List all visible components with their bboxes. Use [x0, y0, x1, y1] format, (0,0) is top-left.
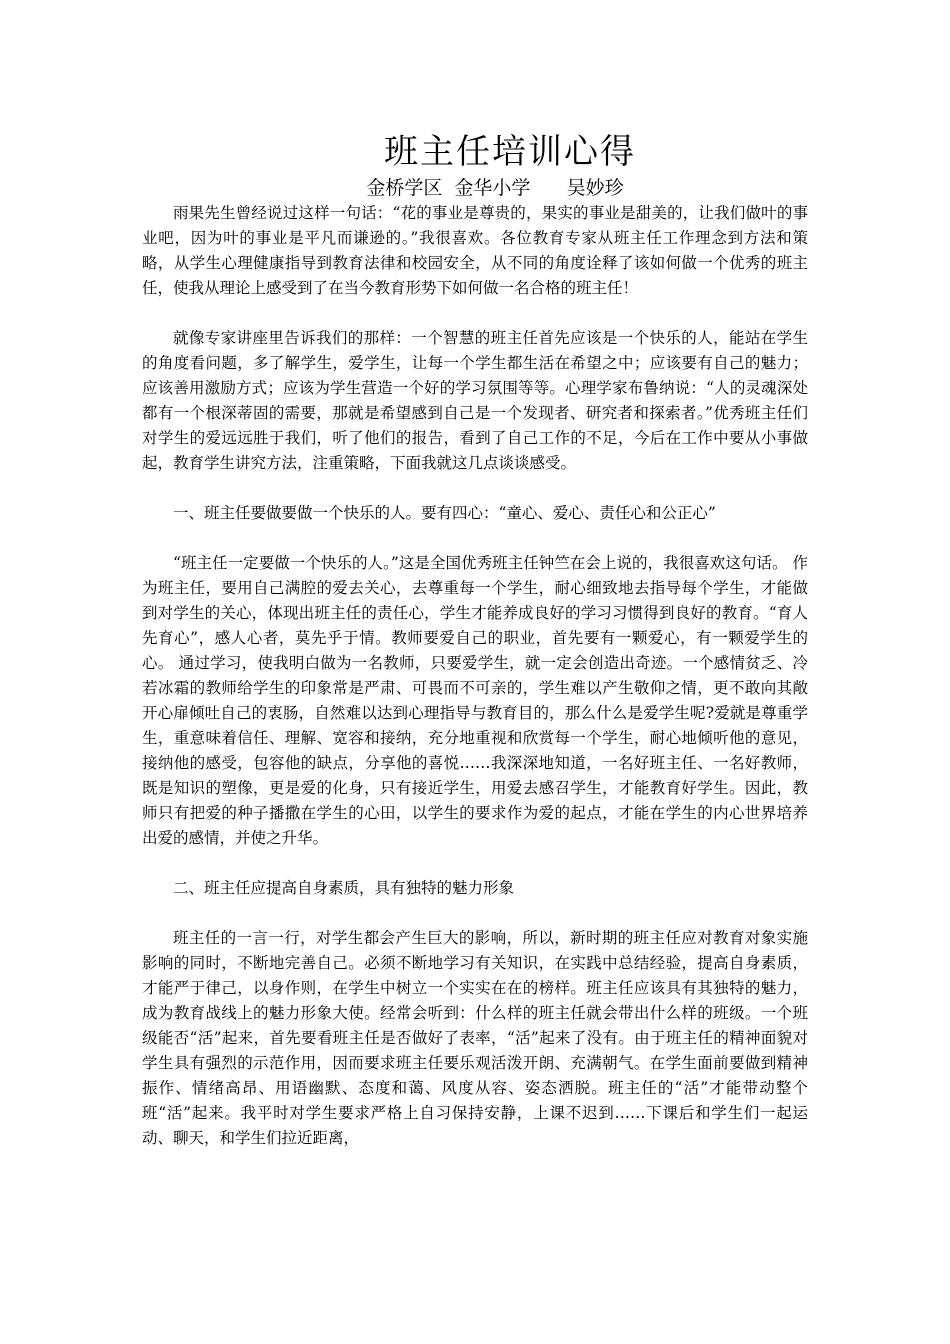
paragraph-spacer — [142, 526, 808, 551]
paragraph-section-1: “班主任一定要做一个快乐的人。”这是全国优秀班主任钟竺在会上说的，我很喜欢这句话。 作为班主任，要用自己满腔的爱去关心，去尊重每一个学生，耐心细致地去指导每个学生，才能做到对学生的关心，体现出班主任的责任心，学生才能养成良好的学习习惯得到良好的教育。“育人先育心”，感人心者，莫先乎于情。教师要爱自己的职业，首先要有一颗爱心，有一颗爱学生的心。 通过学习，使我明白做为一名教师，只要爱学生，就一定会创造出奇迹。一个感情贫乏、冷若冰霜的教师给学生的印象常是严肃、可畏而不可亲的，学生难以产生敬仰之情，更不敢向其敞开心扉倾吐自己的衷肠，自然难以达到心理指导与教育目的，那么什么是爱学生呢?爱就是尊重学生，重意味着信任、理解、宽容和接纳，充分地重视和欣赏每一个学生，耐心地倾听他的意见，接纳他的感受，包容他的缺点，分享他的喜悦……我深深地知道，一名好班主任、一名好教师，既是知识的塑像，更是爱的化身，只有接近学生，用爱去感召学生，才能教育好学生。因此，教师只有把爱的种子播撒在学生的心田，以学生的要求作为爱的起点，才能在学生的内心世界培养出爱的感情，并使之升华。 — [142, 554, 808, 847]
document-body — [142, 201, 808, 1151]
paragraph-spacer — [142, 476, 808, 501]
paragraph-intro: 雨果先生曾经说过这样一句话：“花的事业是尊贵的，果实的事业是甜美的，让我们做叶的事业吧，因为叶的事业是平凡而谦逊的。”我很喜欢。各位教育专家从班主任工作理念到方法和策略，从学生心理健康指导到教育法律和校园安全，从不同的角度诠释了该如何做一个优秀的班主任，使我从理论上感受到了在当今教育形势下如何做一名合格的班主任！ — [142, 204, 808, 297]
document-subtitle: 金桥学区 金华小学 吴妙珍 — [366, 177, 624, 199]
paragraph-spacer — [142, 851, 808, 876]
document-title: 班主任培训心得 — [384, 132, 636, 172]
section-heading-2: 二、班主任应提高自身素质，具有独特的魅力形象 — [173, 879, 515, 897]
paragraph-expert-lecture: 就像专家讲座里告诉我们的那样：一个智慧的班主任首先应该是一个快乐的人，能站在学生的角度看问题，多了解学生，爱学生，让每一个学生都生活在希望之中；应该要有自己的魅力；应该善用激励方式；应该为学生营造一个好的学习氛围等等。心理学家布鲁纳说：“人的灵魂深处都有一个根深蒂固的需要，那就是希望感到自己是一个发现者、研究者和探索者。”优秀班主任们对学生的爱远远胜于我们，听了他们的报告，看到了自己工作的不足，今后在工作中要从小事做起，教育学生讲究方法，注重策略，下面我就这几点谈谈感受。 — [142, 329, 808, 472]
paragraph-section-2: 班主任的一言一行，对学生都会产生巨大的影响，所以，新时期的班主任应对教育对象实施影响的同时，不断地完善自己。必须不断地学习有关知识，在实践中总结经验，提高自身素质，才能严于律己，以身作则，在学生中树立一个实实在在的榜样。班主任应该具有其独特的魅力，成为教育战线上的魅力形象大使。经常会听到：什么样的班主任就会带出什么样的班级。一个班级能否“活”起来，首先要看班主任是否做好了表率，“活”起来了没有。由于班主任的精神面貌对学生具有强烈的示范作用，因而要求班主任要乐观活泼开朗、充满朝气。在学生面前要做到精神振作、情绪高昂、用语幽默、态度和蔼、风度从容、姿态洒脱。班主任的“活”才能带动整个班“活”起来。我平时对学生要求严格上自习保持安静，上课不迟到……下课后和学生们一起运动、聊天，和学生们拉近距离， — [142, 929, 808, 1147]
section-heading-1: 一、班主任要做要做一个快乐的人。要有四心：“童心、爱心、责任心和公正心” — [173, 504, 716, 522]
paragraph-spacer — [142, 301, 808, 326]
paragraph-spacer — [142, 901, 808, 926]
